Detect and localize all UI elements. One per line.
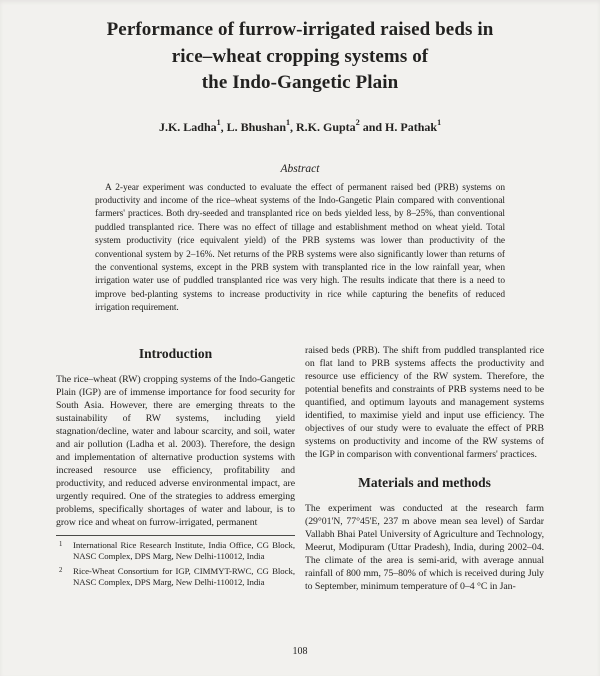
author-separator-2: , <box>290 119 296 134</box>
introduction-paragraph-left: The rice–wheat (RW) cropping systems of the Indo-Gangetic Plain (IGP) are of immense importance for food security for South Asia. However, there are emerging threats to the sustainability of RW systems, including yield stagnation/decline, water and labour scarcity, and soil, water and air pollution (Ladha et al. 2003). Therefore, the design and implementation of alternative production systems with increased resource use efficiency, profitability and productivity, and reduced adverse environmental impact, are urgently required. One of the strategies to address emerging problems, specifically shortages of water and labour, is to grow rice and wheat on furrow-irrigated, permanent <box>56 373 295 528</box>
author-separator-3: and <box>359 119 386 134</box>
title-line-3: the Indo-Gangetic Plain <box>201 72 399 93</box>
column-right <box>305 344 544 593</box>
abstract-text: A 2-year experiment was conducted to evaluate the effect of permanent raised bed (PRB) systems on productivity and income of the rice–wheat systems of the Indo-Gangetic Plain compared with conventional farmers' practices. Both dry-seeded and transplanted rice on beds yielded less, by 8–25%, than conventional puddled transplanted rice. There was no effect of tillage and establishment method on wheat yield. Total system productivity (rice equivalent yield) of the PRB systems was lower than productivity of the conventional system by 2–16%. Net returns of the PRB systems were also significantly lower than returns of the conventional systems, except in the PRB system with transplanted rice in the low rainfall year, when irrigation water use of puddled transplanted rice was very high. The results indicate that there is a need to improve bed-planting systems to increase productivity in rice while capturing the benefits of reduced irrigation requirement. <box>95 182 505 314</box>
author-name-3: R.K. Gupta <box>296 119 356 134</box>
author-name-2: L. Bhushan <box>226 119 286 134</box>
section-heading-methods: Materials and methods <box>358 474 491 490</box>
author-affiliation-sup-1: 1 <box>216 117 221 127</box>
page-number: 108 <box>292 646 308 657</box>
footnote-2-number: 2 <box>59 566 63 574</box>
footnote-divider <box>56 535 295 536</box>
author-affiliation-sup-2: 1 <box>286 117 290 127</box>
two-column-body <box>56 344 544 593</box>
footnote-2-text: Rice-Wheat Consortium for IGP, CIMMYT-RWC, CG Block, NASC Complex, DPS Marg, New Delhi-110012, India <box>73 565 295 588</box>
paper-title <box>0 0 600 97</box>
author-name-4: H. Pathak <box>385 119 438 134</box>
title-line-1: Performance of furrow-irrigated raised beds in <box>106 19 494 40</box>
footnote-2 <box>56 566 295 588</box>
footnote-1-text: International Rice Research Institute, India Office, CG Block, NASC Complex, DPS Marg, New Delhi-110012, India <box>73 539 295 561</box>
authors-line <box>0 117 600 135</box>
author-affiliation-sup-4: 1 <box>437 117 442 127</box>
footnote-1 <box>56 540 295 562</box>
author-separator-1: , <box>220 119 227 134</box>
column-left <box>56 344 295 593</box>
footnote-1-number: 1 <box>59 540 63 548</box>
methods-paragraph: The experiment was conducted at the research farm (29°01'N, 77°45'E, 237 m above mean sea level) of Sardar Vallabh Bhai Patel University of Agriculture and Technology, Meerut, Modipuram (Uttar Pradesh), India, during 2002–04. The climate of the area is semi-arid, with average annual rainfall of 800 mm, 75–80% of which is received during July to September, minimum temperature of 0–4 °C in Jan- <box>305 502 544 592</box>
author-affiliation-sup-3: 2 <box>355 117 360 127</box>
section-heading-introduction: Introduction <box>138 345 213 361</box>
abstract-heading: Abstract <box>280 162 320 175</box>
author-name-1: J.K. Ladha <box>158 119 217 134</box>
title-line-2: rice–wheat cropping systems of <box>171 45 429 67</box>
introduction-paragraph-right: raised beds (PRB). The shift from puddled transplanted rice on flat land to PRB systems affects the productivity and resource use efficiency of the RW system. Therefore, the potential benefits and constraints of PRB systems need to be quantified, and optimum layouts and management systems identified, to maximise yield and input use efficiency. The objectives of our study were to evaluate the effect of PRB systems on productivity and income of the RW systems of the IGP in comparison with conventional farmers' practices. <box>305 344 544 460</box>
